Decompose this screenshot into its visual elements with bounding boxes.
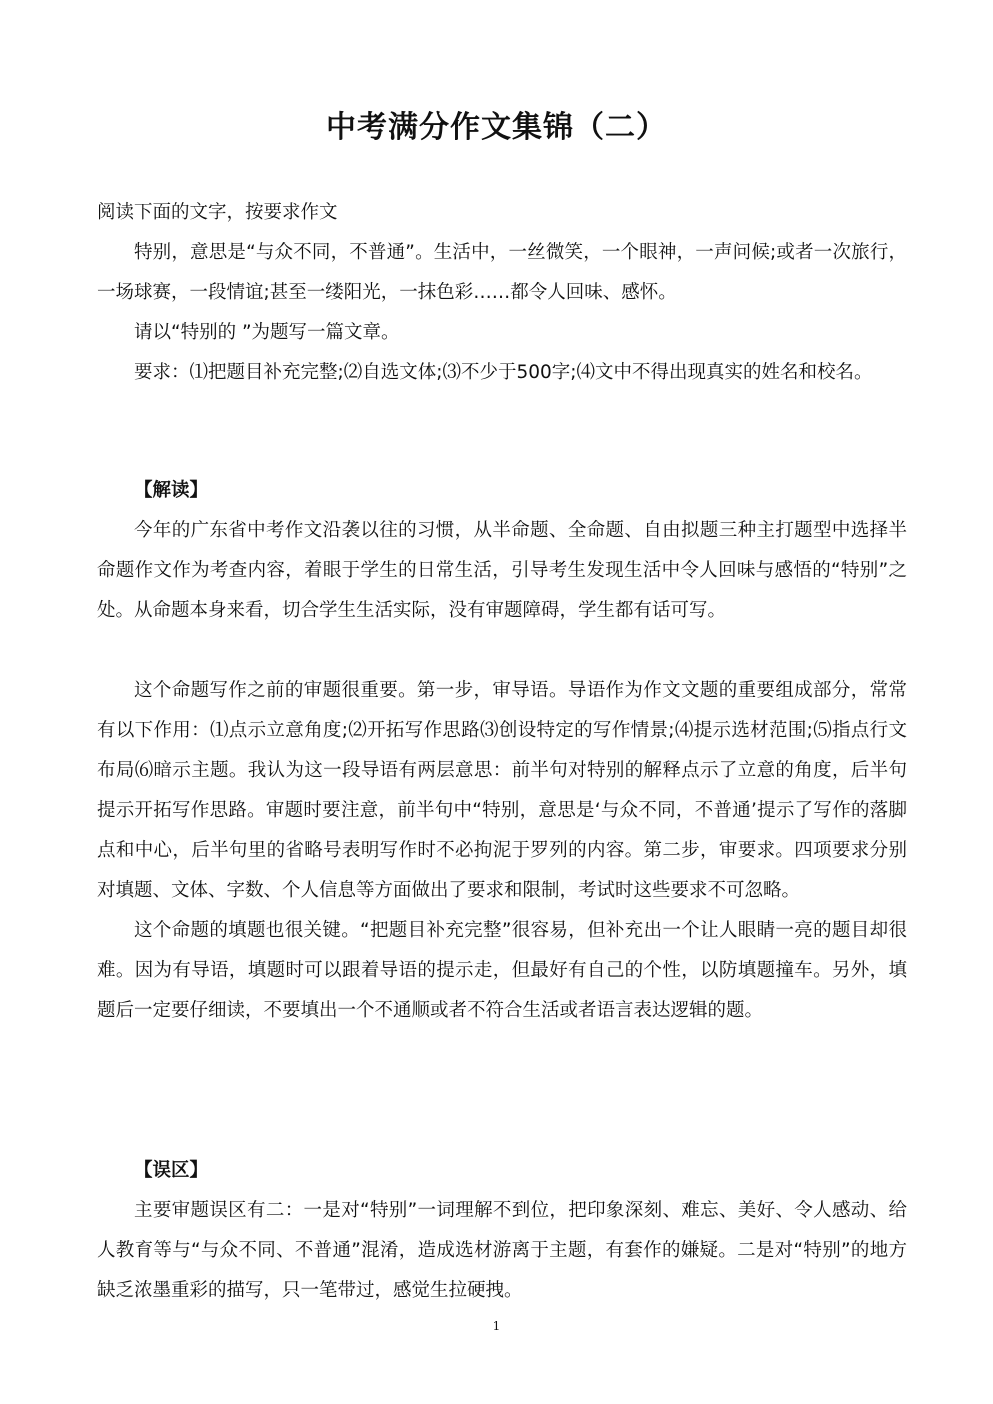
page-number: 1 [492, 1319, 501, 1333]
analysis-paragraph: 这个命题的填题也很关键。“把题目补充完整”很容易，但补充出一个让人眼睛一亮的题目却很难。因为有导语，填题时可以跟着导语的提示走，但最好有自己的个性，以防填题撞车。另外，填题后一定要仔细读，不要填出一个不通顺或者不符合生活或者语言表达逻辑的题。 [97, 920, 907, 1021]
prompt-paragraph: 请以“特别的 ”为题写一篇文章。 [134, 322, 400, 343]
prompt-section [97, 193, 907, 393]
analysis-paragraph: 今年的广东省中考作文沿袭以往的习惯，从半命题、全命题、自由拟题三种主打题型中选择半命题作文作为考查内容，着眼于学生的日常生活，引导考生发现生活中令人回味与感悟的“特别”之处。从命题本身来看，切合学生生活实际，没有审题障碍，学生都有话可写。 [97, 520, 907, 621]
document-title: 中考满分作文集锦（二） [326, 110, 667, 145]
paragraph-gap [97, 631, 907, 671]
prompt-requirements: 要求：⑴把题目补充完整;⑵自选文体;⑶不少于500字;⑷文中不得出现真实的姓名和校名。 [134, 362, 873, 383]
mistakes-heading: 【误区】 [134, 1160, 209, 1181]
analysis-heading: 【解读】 [134, 480, 209, 501]
mistakes-paragraph: 主要审题误区有二：一是对“特别”一词理解不到位，把印象深刻、难忘、美好、令人感动、给人教育等与“与众不同、不普通”混淆，造成选材游离于主题，有套作的嫌疑。二是对“特别”的地方缺乏浓墨重彩的描写，只一笔带过，感觉生拉硬拽。 [97, 1200, 907, 1301]
analysis-section [97, 471, 907, 1031]
prompt-paragraph: 特别，意思是“与众不同，不普通”。生活中，一丝微笑，一个眼神，一声问候;或者一次旅行，一场球赛，一段情谊;甚至一缕阳光，一抹色彩……都令人回味、感怀。 [97, 242, 907, 303]
mistakes-section [97, 1151, 907, 1311]
analysis-paragraph: 这个命题写作之前的审题很重要。第一步，审导语。导语作为作文文题的重要组成部分，常常有以下作用：⑴点示立意角度;⑵开拓写作思路⑶创设特定的写作情景;⑷提示选材范围;⑸指点行文布局⑹暗示主题。我认为这一段导语有两层意思：前半句对特别的解释点示了立意的角度，后半句提示开拓写作思路。审题时要注意，前半句中“特别，意思是‘与众不同，不普通’提示了写作的落脚点和中心，后半句里的省略号表明写作时不必拘泥于罗列的内容。第二步，审要求。四项要求分别对填题、文体、字数、个人信息等方面做出了要求和限制，考试时这些要求不可忽略。 [97, 680, 907, 901]
prompt-intro: 阅读下面的文字，按要求作文 [97, 202, 338, 223]
